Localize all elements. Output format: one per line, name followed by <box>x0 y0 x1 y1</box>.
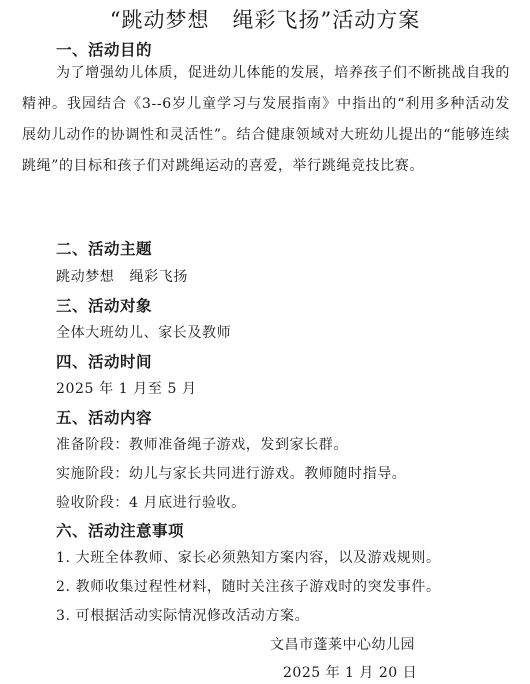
notes-item-1: 1. 大班全体教师、家长必须熟知方案内容，以及游戏规则。 <box>56 550 441 566</box>
content-item-implement: 实施阶段：幼儿与家长共同进行游戏。教师随时指导。 <box>56 466 407 482</box>
section-body-purpose: 为了增强幼儿体质，促进幼儿体能的发展，培养孩子们不断挑战自我的精神。我园结合《3--6岁儿童学习与发展指南》中指出的“利用多种活动发展幼儿动作的协调性和灵活性”。结合健康领域对大班幼儿提出的“能够连续跳绳”的目标和孩子们对跳绳运动的喜爱，举行跳绳竞技比赛。 <box>22 65 510 174</box>
section-heading-theme: 二、活动主题 <box>56 240 153 258</box>
section-heading-content: 五、活动内容 <box>56 409 153 427</box>
notes-item-3: 3. 可根据活动实际情况修改活动方案。 <box>56 608 310 624</box>
signature-date: 2025 年 1 月 20 日 <box>283 665 418 681</box>
section-body-theme: 跳动梦想 绳彩飞扬 <box>56 269 188 285</box>
signature-organization: 文昌市蓬莱中心幼儿园 <box>270 637 415 653</box>
notes-item-2: 2. 教师收集过程性材料，随时关注孩子游戏时的突发事件。 <box>56 579 441 595</box>
section-heading-notes: 六、活动注意事项 <box>56 522 185 540</box>
content-item-acceptance: 验收阶段：4 月底进行验收。 <box>56 495 246 511</box>
section-heading-participants: 三、活动对象 <box>56 297 153 315</box>
content-item-prepare: 准备阶段：教师准备绳子游戏，发到家长群。 <box>56 437 348 453</box>
document-title: “跳动梦想 绳彩飞扬”活动方案 <box>109 8 421 32</box>
section-body-time: 2025 年 1 月至 5 月 <box>56 381 197 397</box>
section-body-participants: 全体大班幼儿、家长及教师 <box>56 325 232 341</box>
section-heading-purpose: 一、活动目的 <box>56 41 153 59</box>
section-heading-time: 四、活动时间 <box>56 353 153 371</box>
